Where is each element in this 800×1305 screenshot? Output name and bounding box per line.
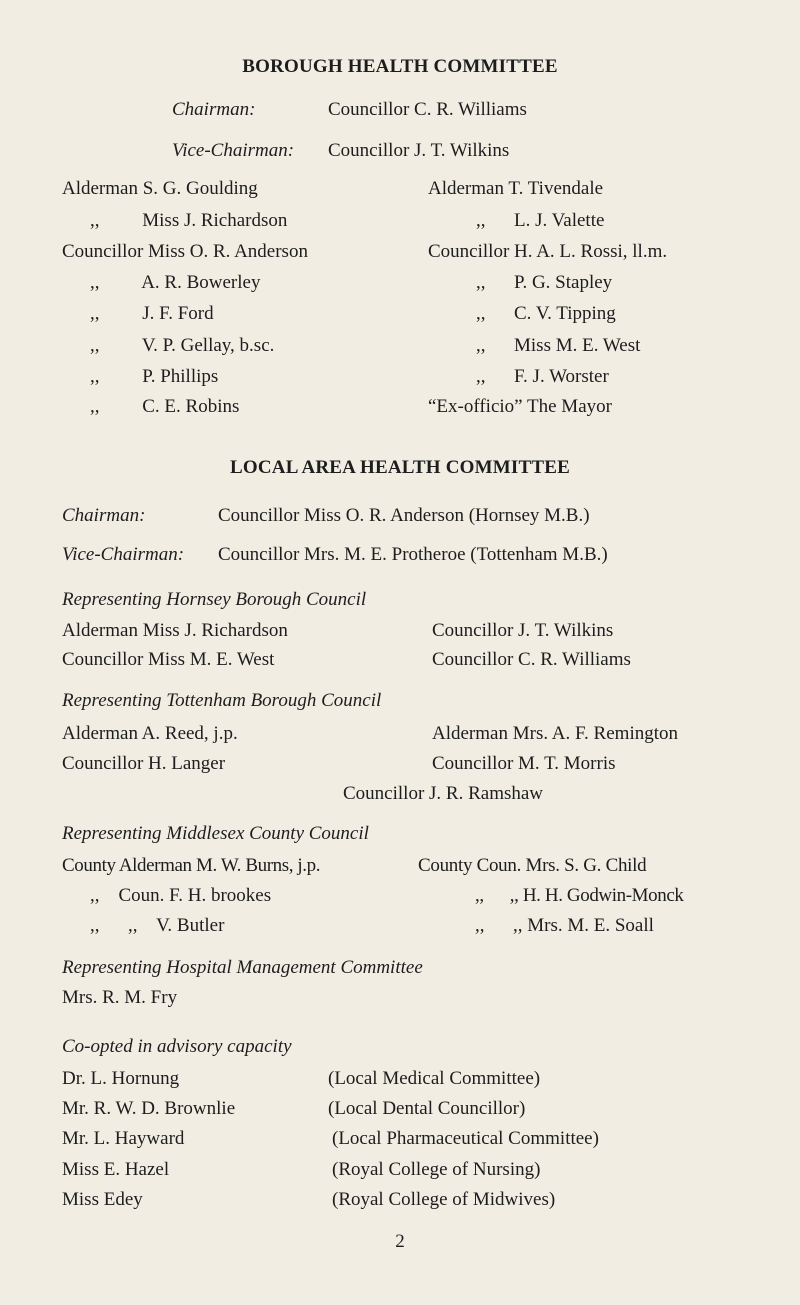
coopted-title: Co-opted in advisory capacity xyxy=(62,1036,292,1057)
middlesex-left-2: ,, Coun. F. H. brookes xyxy=(90,885,272,906)
borough-left-member: ,, C. E. Robins xyxy=(90,396,240,417)
borough-left-member: ,, J. F. Ford xyxy=(90,303,214,324)
borough-right-member: ,, Miss M. E. West xyxy=(476,335,641,356)
tottenham-left-2: Councillor H. Langer xyxy=(62,753,226,774)
middlesex-left-1: County Alderman M. W. Burns, j.p. xyxy=(62,855,321,876)
borough-right-member: Councillor H. A. L. Rossi, ll.m. xyxy=(428,241,668,262)
hospital-title: Representing Hospital Management Committee xyxy=(62,957,423,978)
tottenham-right-1: Alderman Mrs. A. F. Remington xyxy=(432,723,678,744)
local-heading: LOCAL AREA HEALTH COMMITTEE xyxy=(230,457,570,478)
tottenham-center: Councillor J. R. Ramshaw xyxy=(343,783,544,804)
borough-right-member: ,, F. J. Worster xyxy=(476,366,609,387)
borough-left-member: ,, P. Phillips xyxy=(90,366,219,387)
local-chairman: Councillor Miss O. R. Anderson (Hornsey M.B.) xyxy=(218,505,590,526)
local-vice: Councillor Mrs. M. E. Protheroe (Tottenham M.B.) xyxy=(218,544,608,565)
hornsey-right-2: Councillor C. R. Williams xyxy=(432,649,631,670)
middlesex-right-2: ,, ,, H. H. Godwin-Monck xyxy=(475,885,684,906)
borough-vice: Councillor J. T. Wilkins xyxy=(328,140,510,161)
coopted-role: (Royal College of Nursing) xyxy=(332,1159,541,1180)
borough-heading: BOROUGH HEALTH COMMITTEE xyxy=(242,56,558,77)
coopted-name: Dr. L. Hornung xyxy=(62,1068,180,1089)
borough-left-member: ,, Miss J. Richardson xyxy=(90,210,288,231)
hornsey-left-2: Councillor Miss M. E. West xyxy=(62,649,275,670)
hornsey-right-1: Councillor J. T. Wilkins xyxy=(432,620,614,641)
middlesex-right-1: County Coun. Mrs. S. G. Child xyxy=(418,855,647,876)
borough-right-member: ,, L. J. Valette xyxy=(476,210,605,231)
hornsey-left-1: Alderman Miss J. Richardson xyxy=(62,620,288,641)
borough-left-member: Councillor Miss O. R. Anderson xyxy=(62,241,308,262)
tottenham-right-2: Councillor M. T. Morris xyxy=(432,753,616,774)
borough-right-member: Alderman T. Tivendale xyxy=(428,178,604,199)
hospital-member: Mrs. R. M. Fry xyxy=(62,987,178,1008)
middlesex-title: Representing Middlesex County Council xyxy=(62,823,369,844)
hornsey-title: Representing Hornsey Borough Council xyxy=(62,589,367,610)
page-number: 2 xyxy=(395,1231,405,1252)
borough-chairman-label: Chairman: xyxy=(172,99,256,120)
tottenham-left-1: Alderman A. Reed, j.p. xyxy=(62,723,238,744)
borough-vice-label: Vice-Chairman: xyxy=(172,140,295,161)
local-vice-label: Vice-Chairman: xyxy=(62,544,185,565)
tottenham-title: Representing Tottenham Borough Council xyxy=(62,690,382,711)
borough-right-member: “Ex-officio” The Mayor xyxy=(428,396,612,417)
coopted-role: (Local Medical Committee) xyxy=(328,1068,541,1089)
borough-left-member: Alderman S. G. Goulding xyxy=(62,178,258,199)
coopted-name: Miss E. Hazel xyxy=(62,1159,170,1180)
local-chairman-label: Chairman: xyxy=(62,505,146,526)
middlesex-left-3: ,, ,, V. Butler xyxy=(90,915,225,936)
borough-right-member: ,, C. V. Tipping xyxy=(476,303,616,324)
middlesex-right-3: ,, ,, Mrs. M. E. Soall xyxy=(475,915,654,936)
borough-left-member: ,, V. P. Gellay, b.sc. xyxy=(90,335,275,356)
borough-right-member: ,, P. G. Stapley xyxy=(476,272,613,293)
coopted-role: (Local Pharmaceutical Committee) xyxy=(332,1128,599,1149)
coopted-name: Mr. R. W. D. Brownlie xyxy=(62,1098,236,1119)
coopted-name: Mr. L. Hayward xyxy=(62,1128,185,1149)
coopted-name: Miss Edey xyxy=(62,1189,143,1210)
coopted-role: (Local Dental Councillor) xyxy=(328,1098,526,1119)
borough-left-member: ,, A. R. Bowerley xyxy=(90,272,261,293)
borough-chairman: Councillor C. R. Williams xyxy=(328,99,527,120)
coopted-role: (Royal College of Midwives) xyxy=(332,1189,556,1210)
